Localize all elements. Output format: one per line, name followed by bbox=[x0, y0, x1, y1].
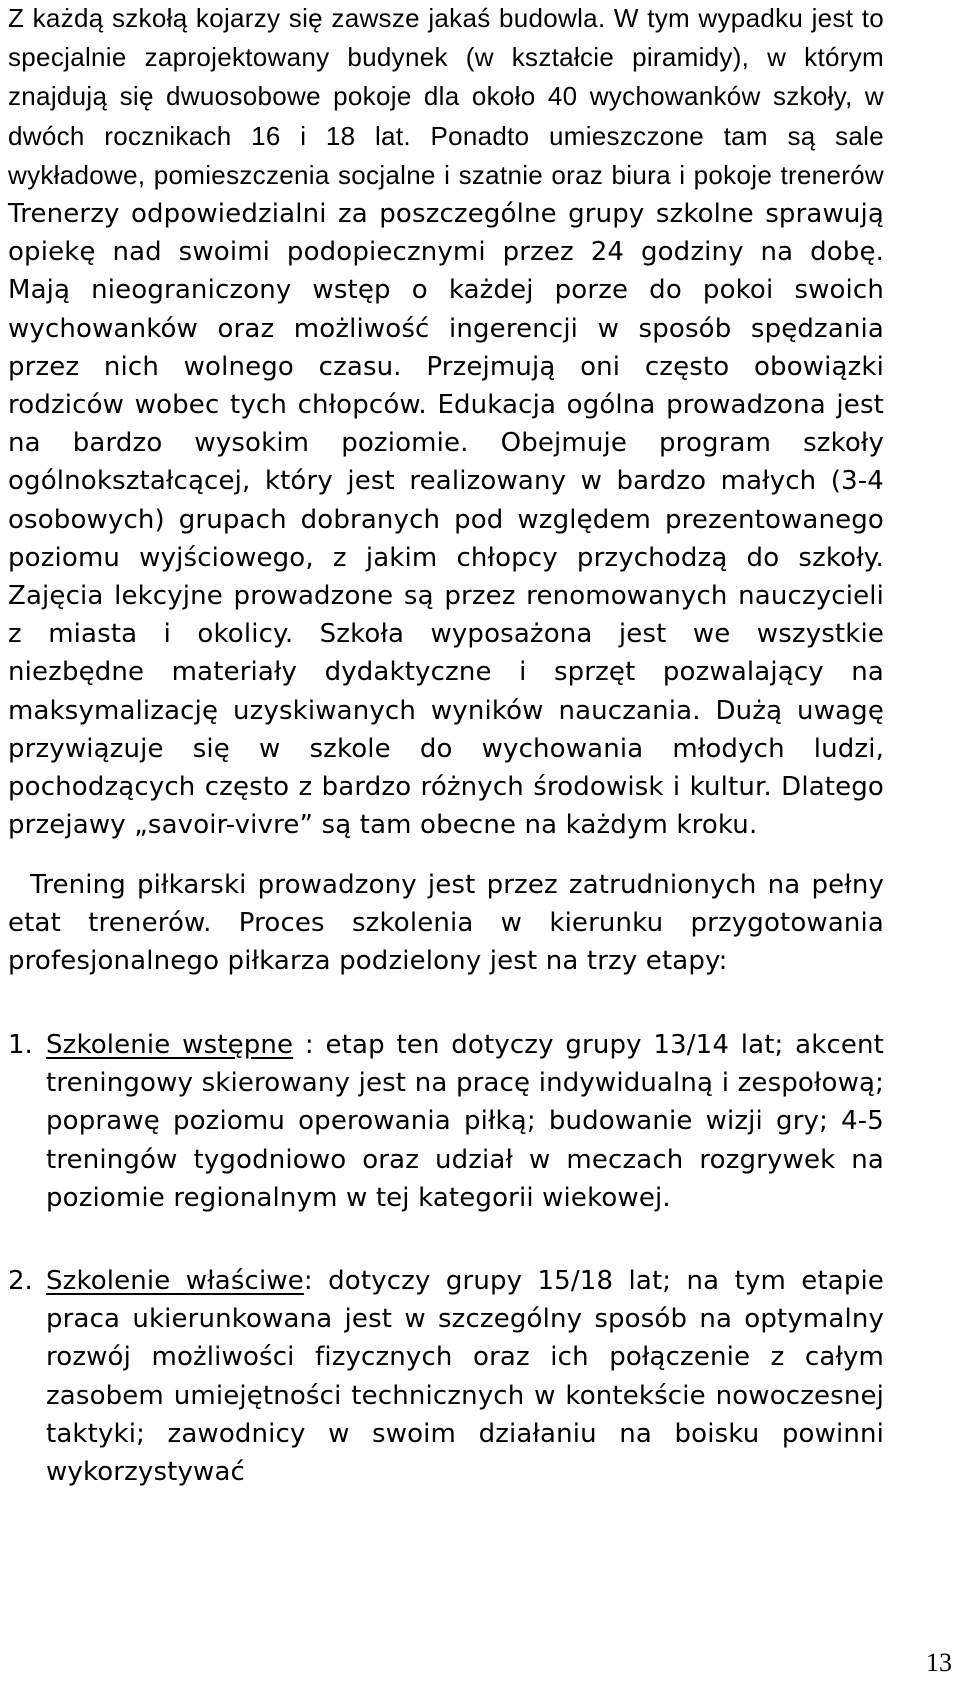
list-item-text: : etap ten dotyczy grupy 13/14 lat; akcent treningowy skierowany jest na pracę indywidualną i zespołową; poprawę poziomu operowania piłką; budowanie wizji gry; 4-5 treningów tygodniowo oraz udział w meczach rozgrywek na poziomie regionalnym w tej kategorii wiekowej. bbox=[46, 1030, 885, 1213]
list-item-term: Szkolenie właściwe bbox=[46, 1266, 304, 1296]
list-number: 1. bbox=[8, 1030, 33, 1060]
list-item-body bbox=[46, 1026, 884, 1217]
paragraph-part-b: Trenerzy odpowiedzialni za poszczególne grupy szkolne sprawują opiekę nad swoimi podopiecznymi przez 24 godziny na dobę. Mają nieograniczony wstęp o każdej porze do pokoi swoich wychowanków oraz możliwość ingerencji w sposób spędzania przez nich wolnego czasu. Przejmują oni często obowiązki rodziców wobec tych chłopców. Edukacja ogólna prowadzona jest na bardzo wysokim poziomie. Obejmuje program szkoły ogólnokształcącej, który jest realizowany w bardzo małych (3-4 osobowych) grupach dobranych pod względem prezentowanego poziomu wyjściowego, z jakim chłopcy przychodzą do szkoły. Zajęcia lekcyjne prowadzone są przez renomowanych nauczycieli z miasta i okolicy. Szkoła wyposażona jest we wszystkie niezbędne materiały dydaktyczne i sprzęt pozwalający na maksymalizację uzyskiwanych wyników nauczania. Dużą uwagę przywiązuje się w szkole do wychowania młodych ludzi, pochodzących często z bardzo różnych środowisk i kultur. Dlatego przejawy „savoir-vivre” są tam obecne na każdym kroku. bbox=[8, 199, 884, 841]
list-item-term: Szkolenie wstępne bbox=[46, 1030, 294, 1060]
page-number: 13 bbox=[926, 1648, 952, 1677]
list-item-text: : dotyczy grupy 15/18 lat; na tym etapie praca ukierunkowana jest w szczególny sposób na optymalny rozwój możliwości fizycznych oraz ich połączenie z całym zasobem umiejętności technicznych w kontekście nowoczesnej taktyki; zawodnicy w swoim działaniu na boisku powinni wykorzystywać bbox=[46, 1266, 885, 1488]
paragraph-school-building bbox=[8, 0, 884, 844]
list-item-body bbox=[46, 1262, 884, 1491]
list-number: 2. bbox=[8, 1266, 33, 1296]
paragraph-part-a: Z każdą szkołą kojarzy się zawsze jakaś budowla. W tym wypadku jest to specjalnie zaprojektowany budynek (w kształcie piramidy), w którym znajdują się dwuosobowe pokoje dla około 40 wychowanków szkoły, w dwóch rocznikach 16 i 18 lat. Ponadto umieszczone tam są sale wykładowe, pomieszczenia socjalne i szatnie oraz biura i pokoje trenerów bbox=[8, 3, 884, 190]
paragraph-football-training: Trening piłkarski prowadzony jest przez zatrudnionych na pełny etat trenerów. Proces szkolenia w kierunku przygotowania profesjonalnego piłkarza podzielony jest na trzy etapy: bbox=[8, 870, 884, 977]
list-item-initial-training bbox=[8, 1026, 884, 1217]
list-item-proper-training bbox=[8, 1262, 884, 1491]
